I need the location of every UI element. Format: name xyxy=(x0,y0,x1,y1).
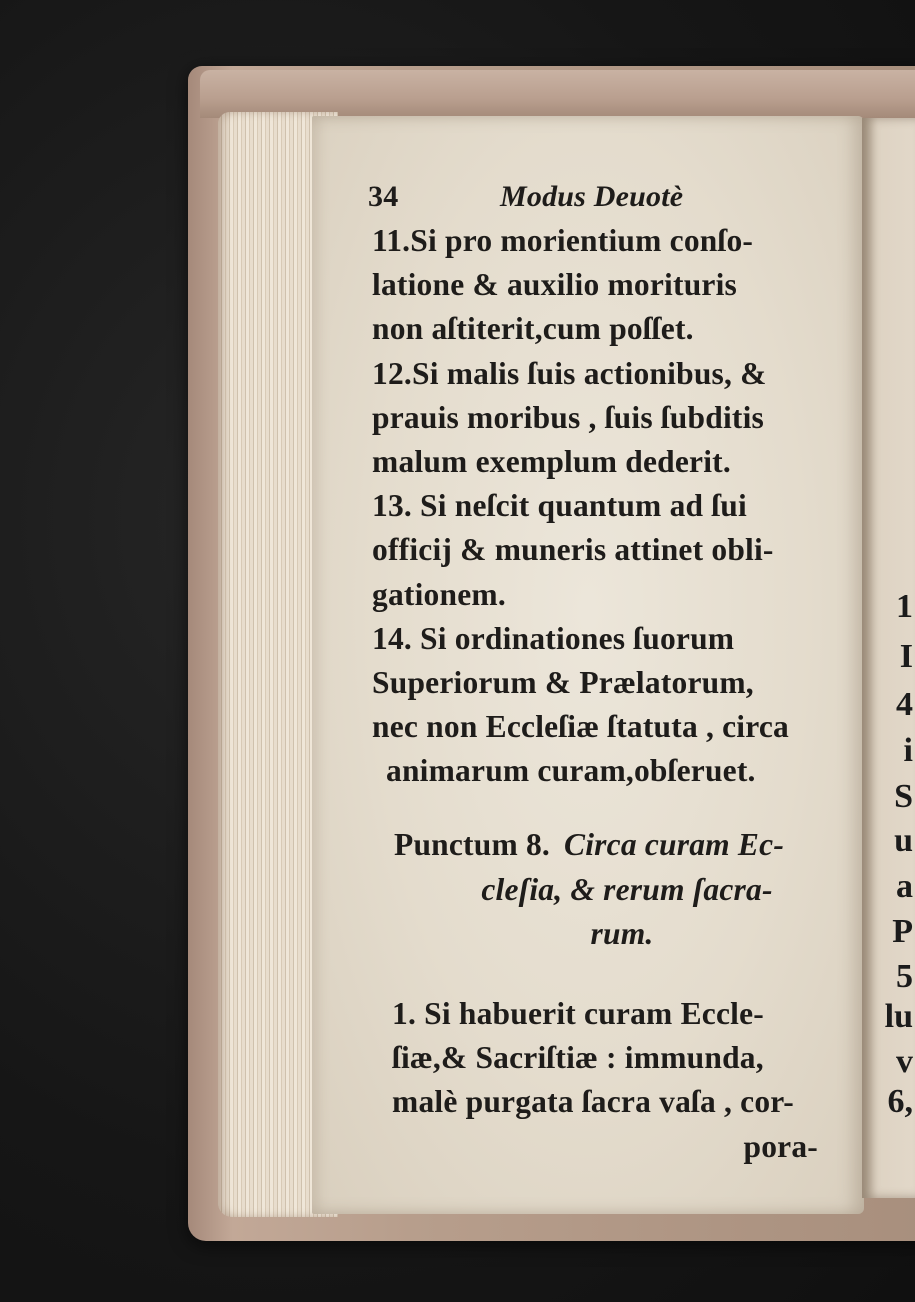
facing-fragment: 5 xyxy=(896,958,913,995)
spacer xyxy=(372,956,852,992)
punctum-line: cleſia, & rerum ſacra- xyxy=(481,871,773,907)
running-title: Modus Deuotè xyxy=(500,180,684,213)
text-line: prauis moribus , ſuis ſubditis xyxy=(372,399,765,435)
page-text xyxy=(368,175,852,1169)
text-line: 1. Si habuerit curam Eccle- xyxy=(392,996,764,1031)
punctum-line: rum. xyxy=(590,915,654,951)
facing-fragment: 1 xyxy=(896,588,913,625)
text-line: ſiæ,& Sacriſtiæ : immunda, xyxy=(392,1040,764,1076)
paragraph xyxy=(372,992,852,1125)
page-number: 34 xyxy=(368,180,399,213)
text-line: gationem. xyxy=(372,576,506,612)
paragraph xyxy=(372,219,852,352)
facing-fragment: lu xyxy=(884,998,913,1035)
catchword: pora- xyxy=(743,1128,818,1164)
text-line: 11.Si pro morientium conſo- xyxy=(372,223,754,258)
punctum-line xyxy=(372,823,852,867)
facing-fragment: i xyxy=(903,732,913,769)
facing-fragment: P xyxy=(892,913,913,950)
facing-fragment: 4 xyxy=(896,686,913,723)
text-line: 14. Si ordinationes ſuorum xyxy=(372,620,735,656)
text-line: animarum curam,obſeruet. xyxy=(386,753,756,789)
text-line: 12.Si malis ſuis actionibus, & xyxy=(372,355,767,391)
punctum-heading xyxy=(372,823,852,956)
running-head xyxy=(368,175,852,219)
paragraph xyxy=(372,484,852,617)
facing-fragment: 6, xyxy=(887,1083,913,1120)
facing-fragment: v xyxy=(896,1043,913,1080)
facing-fragment: a xyxy=(896,868,913,905)
facing-page xyxy=(862,118,915,1198)
paragraph xyxy=(372,617,852,794)
punctum-title: Circa curam Ec- xyxy=(564,827,785,863)
text-line: nec non Eccleſiæ ſtatuta , circa xyxy=(372,709,789,745)
facing-fragment: I xyxy=(899,638,913,675)
facing-fragment: S xyxy=(894,778,913,815)
text-line: malum exemplum dederit. xyxy=(372,443,731,479)
text-line: 13. Si neſcit quantum ad ſui xyxy=(372,488,747,524)
punctum-label: Punctum 8. xyxy=(394,827,551,863)
text-line: Superiorum & Prælatorum, xyxy=(372,664,754,700)
facing-fragment: u xyxy=(894,822,913,859)
text-line: officij & muneris attinet obli- xyxy=(372,532,774,568)
text-line: malè purgata ſacra vaſa , cor- xyxy=(392,1084,794,1120)
text-line: latione & auxilio morituris xyxy=(372,267,738,303)
book-cover-top-edge xyxy=(200,70,915,118)
paragraph xyxy=(372,352,852,485)
text-line: non aſtiterit,cum poſſet. xyxy=(372,311,694,347)
